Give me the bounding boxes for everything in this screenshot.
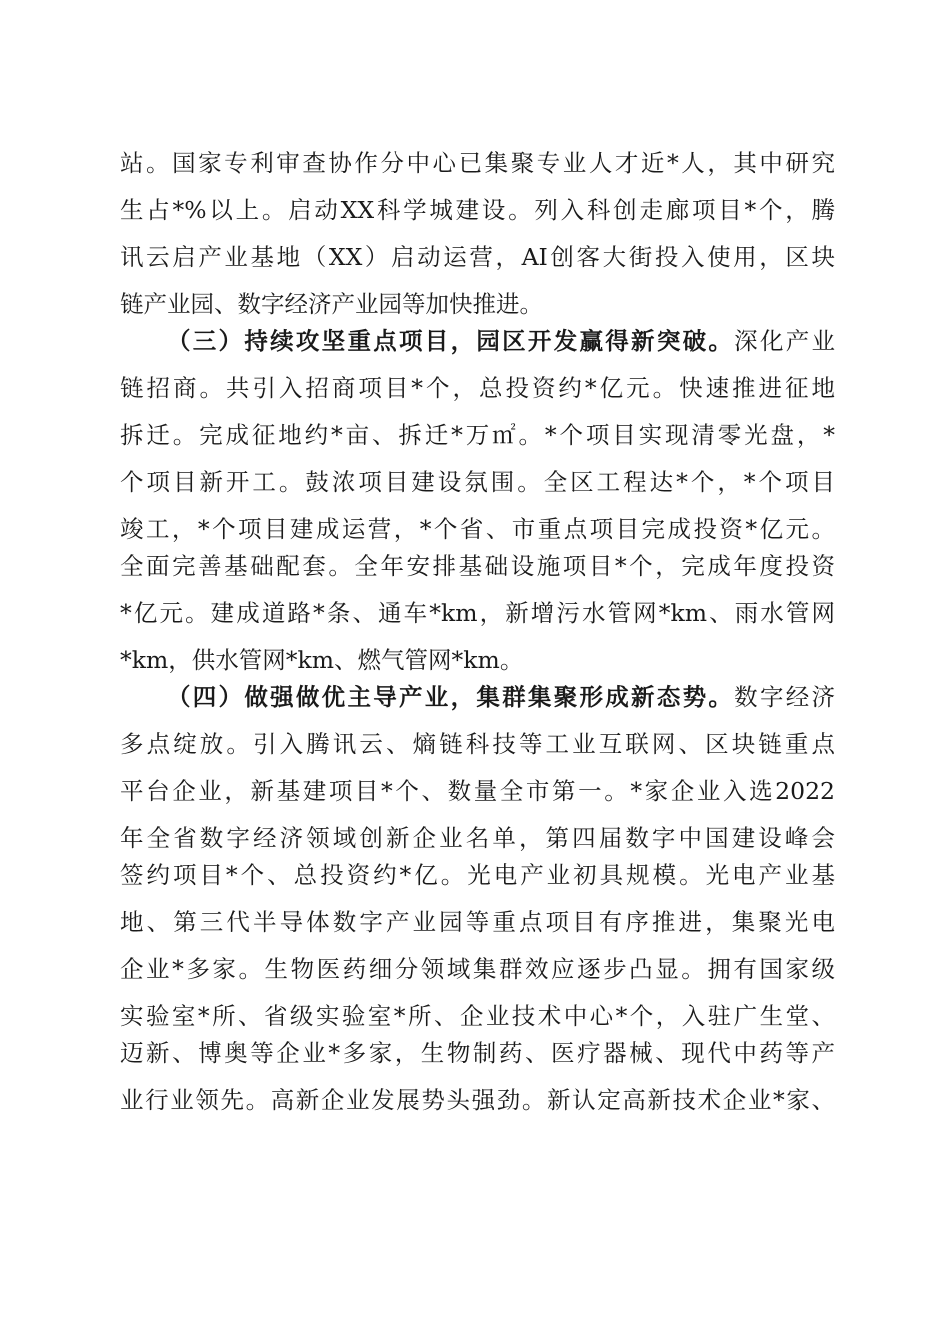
text-line: 平台企业，新基建项目*个、数量全市第一。*家企业入选2022 [120, 777, 835, 805]
text-line: 拆迁。完成征地约*亩、拆迁*万㎡。*个项目实现清零光盘，* [120, 421, 835, 449]
text-line: 签约项目*个、总投资约*亿。光电产业初具规模。光电产业基 [120, 861, 835, 889]
text-line: 链产业园、数字经济产业园等加快推进。 [120, 290, 543, 318]
section-heading-line [167, 676, 835, 718]
section-heading: （三）持续攻坚重点项目，园区开发赢得新突破。 [167, 327, 735, 355]
text-line: 实验室*所、省级实验室*所、企业技术中心*个，入驻广生堂、 [120, 1002, 835, 1030]
text-line: 多点绽放。引入腾讯云、熵链科技等工业互联网、区块链重点 [120, 730, 835, 758]
text-line: 地、第三代半导体数字产业园等重点项目有序推进，集聚光电 [120, 908, 835, 936]
text-line: 站。国家专利审查协作分中心已集聚专业人才近*人，其中研究 [120, 149, 835, 177]
text-line: 全面完善基础配套。全年安排基础设施项目*个，完成年度投资 [120, 552, 835, 580]
text-run: 数字经济 [734, 683, 836, 711]
text-line: 讯云启产业基地（XX）启动运营，AI创客大街投入使用，区块 [120, 243, 835, 271]
text-line: 个项目新开工。鼓浓项目建设氛围。全区工程达*个，*个项目 [120, 468, 835, 496]
text-line: 迈新、博奥等企业*多家，生物制药、医疗器械、现代中药等产 [120, 1039, 835, 1067]
text-line: *亿元。建成道路*条、通车*km，新增污水管网*km、雨水管网 [120, 599, 835, 627]
text-line: 年全省数字经济领域创新企业名单，第四届数字中国建设峰会 [120, 824, 835, 852]
text-line: *km，供水管网*km、燃气管网*km。 [120, 646, 524, 674]
text-line: 业行业领先。高新企业发展势头强劲。新认定高新技术企业*家、 [120, 1086, 835, 1114]
text-run: 深化产业 [734, 327, 836, 355]
text-line: 生占*%以上。启动XX科学城建设。列入科创走廊项目*个，腾 [120, 196, 835, 224]
text-line: 链招商。共引入招商项目*个，总投资约*亿元。快速推进征地 [120, 374, 835, 402]
text-line: 企业*多家。生物医药细分领域集群效应逐步凸显。拥有国家级 [120, 955, 835, 983]
section-heading-line [167, 320, 835, 362]
section-heading: （四）做强做优主导产业，集群集聚形成新态势。 [167, 683, 735, 711]
text-line: 竣工，*个项目建成运营，*个省、市重点项目完成投资*亿元。 [120, 515, 835, 543]
